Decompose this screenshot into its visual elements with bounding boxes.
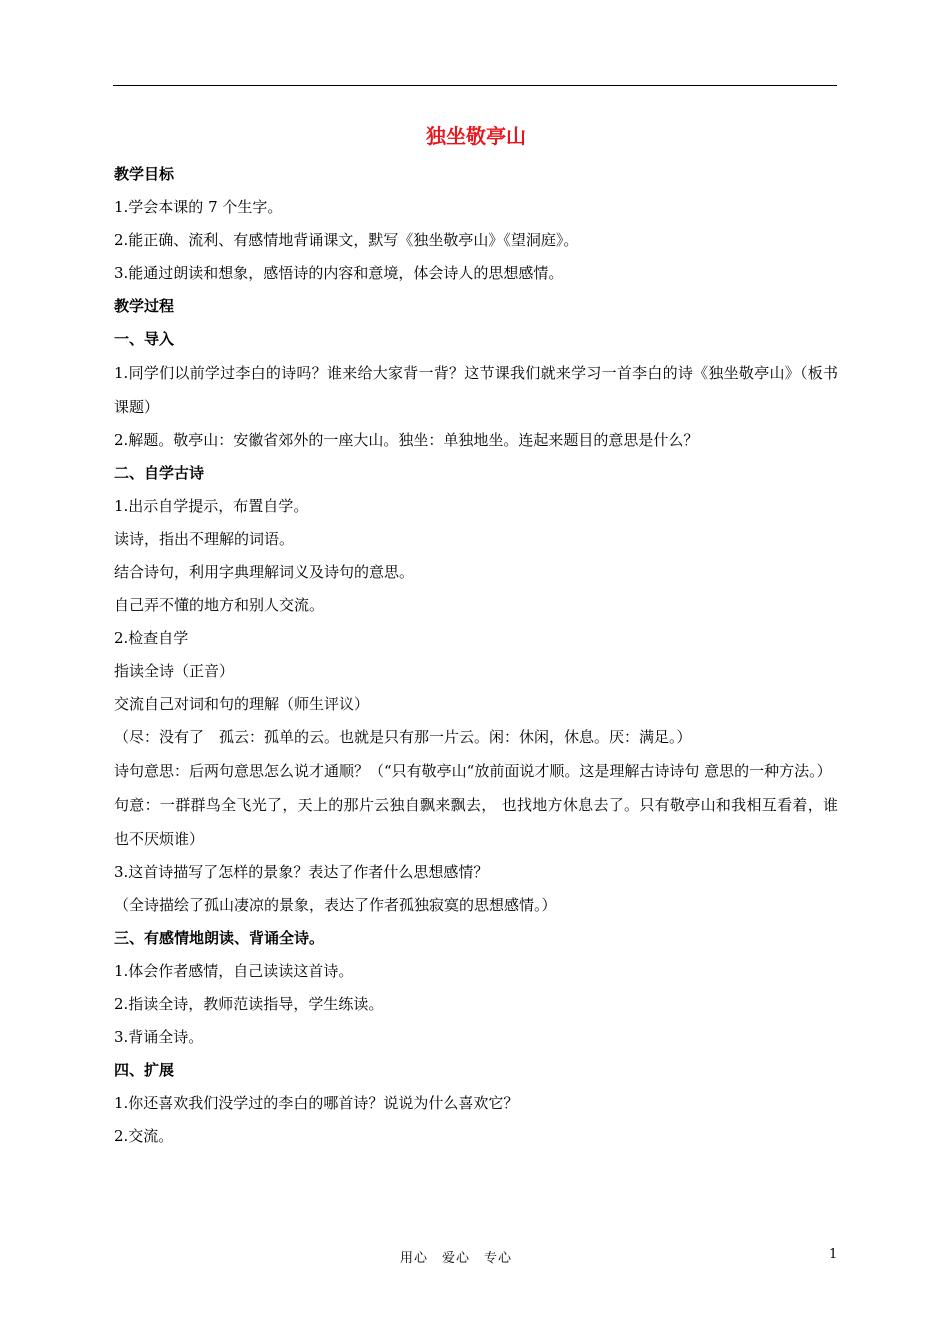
- text-line: 句意：一群群鸟全飞光了，天上的那片云独自飘来飘去， 也找地方休息去了。只有敬亭山和我相互看着，谁也不厌烦谁）: [114, 796, 838, 848]
- section-heading: 教学过程: [114, 297, 175, 315]
- text-line: （全诗描绘了孤山凄凉的景象，表达了作者孤独寂寞的思想感情。）: [114, 896, 557, 914]
- text-line: 3.背诵全诗。: [114, 1028, 204, 1046]
- section-heading: 二、自学古诗: [114, 464, 205, 482]
- text-line: 交流自己对词和句的理解（师生评议）: [114, 695, 370, 713]
- text-line: 2.能正确、流利、有感情地背诵课文，默写《独坐敬亭山》《望洞庭》。: [114, 231, 579, 249]
- text-line: 1.体会作者感情，自己读读这首诗。: [114, 962, 354, 980]
- text-line: 自己弄不懂的地方和别人交流。: [114, 596, 325, 614]
- section-heading: 四、扩展: [114, 1061, 175, 1079]
- section-heading: 教学目标: [114, 165, 175, 183]
- text-line: 1.同学们以前学过李白的诗吗？谁来给大家背一背？这节课我们就来学习一首李白的诗《独坐敬亭山》（板书课题）: [114, 364, 838, 416]
- text-line: 3.能通过朗读和想象，感悟诗的内容和意境，体会诗人的思想感情。: [114, 264, 564, 282]
- page-footer: [0, 1247, 950, 1269]
- text-line: 指读全诗（正音）: [114, 662, 235, 680]
- text-line: 诗句意思：后两句意思怎么说才通顺？（“只有敬亭山“放前面说才顺。这是理解古诗诗句 意思的一种方法。）: [114, 762, 832, 780]
- text-line: 读诗，指出不理解的词语。: [114, 530, 295, 548]
- text-line: 2.指读全诗，教师范读指导，学生练读。: [114, 995, 384, 1013]
- text-line: 1.学会本课的 7 个生字。: [114, 198, 283, 216]
- text-line: 1.你还喜欢我们没学过的李白的哪首诗？说说为什么喜欢它？: [114, 1094, 519, 1112]
- text-line: 3.这首诗描写了怎样的景象？表达了作者什么思想感情？: [114, 863, 489, 881]
- text-line: 2.交流。: [114, 1127, 174, 1145]
- footer-motto: 用心 爱心 专心: [400, 1251, 513, 1266]
- section-heading: 三、有感情地朗读、背诵全诗。: [114, 929, 325, 947]
- text-line: 2.检查自学: [114, 629, 189, 647]
- header-rule: [113, 85, 837, 86]
- document-body: [114, 120, 838, 1153]
- text-line: 1.出示自学提示，布置自学。: [114, 497, 309, 515]
- page-title: 独坐敬亭山: [426, 124, 526, 148]
- text-line: 结合诗句，利用字典理解词义及诗句的意思。: [114, 563, 415, 581]
- text-line: 2.解题。敬亭山：安徽省郊外的一座大山。独坐：单独地坐。连起来题目的意思是什么？: [114, 431, 699, 449]
- text-line: （尽：没有了 孤云：孤单的云。也就是只有那一片云。闲：休闲，休息。厌：满足。）: [114, 728, 692, 746]
- lesson-plan-lines: [114, 158, 838, 1153]
- section-heading: 一、导入: [114, 330, 175, 348]
- page-number: 1: [829, 1247, 838, 1262]
